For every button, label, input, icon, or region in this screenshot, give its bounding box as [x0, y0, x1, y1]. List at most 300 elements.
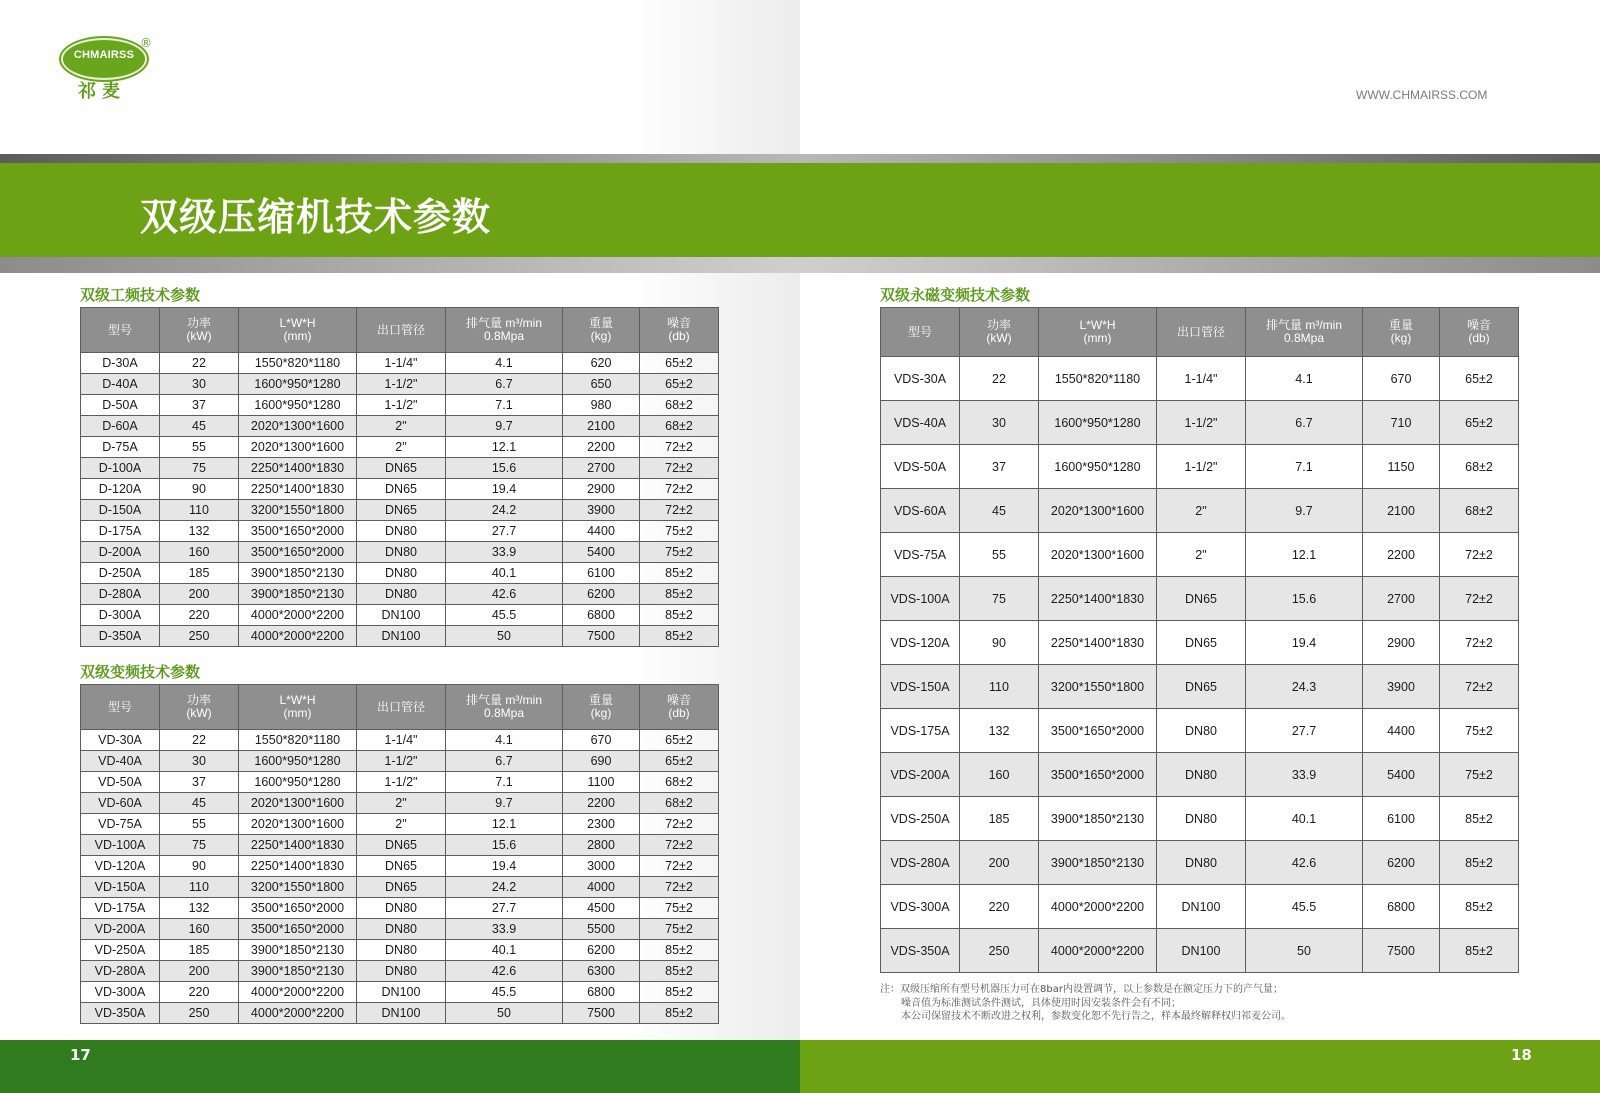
- table-cell: 40.1: [446, 563, 563, 584]
- table-cell: 710: [1363, 401, 1440, 445]
- table-cell: 90: [160, 479, 239, 500]
- table-cell: 185: [960, 797, 1039, 841]
- table-cell: D-30A: [81, 353, 160, 374]
- table-cell: 1550*820*1180: [1039, 357, 1157, 401]
- table-cell: 1-1/2": [357, 374, 446, 395]
- table-cell: VD-40A: [81, 751, 160, 772]
- table-cell: DN65: [1157, 621, 1246, 665]
- table-cell: 2250*1400*1830: [1039, 621, 1157, 665]
- table-cell: 1-1/2": [357, 772, 446, 793]
- table-row: [81, 814, 719, 835]
- table-cell: 37: [160, 395, 239, 416]
- table-cell: 110: [960, 665, 1039, 709]
- table-cell: VD-50A: [81, 772, 160, 793]
- table-cell: VDS-100A: [881, 577, 960, 621]
- table-cell: DN80: [357, 584, 446, 605]
- table-cell: 250: [160, 626, 239, 647]
- table-cell: D-60A: [81, 416, 160, 437]
- table-cell: 3000: [563, 856, 640, 877]
- table-cell: 132: [160, 898, 239, 919]
- table-cell: VD-280A: [81, 961, 160, 982]
- table-cell: 90: [960, 621, 1039, 665]
- table-cell: 2020*1300*1600: [239, 416, 357, 437]
- column-header: 重量 (kg): [563, 685, 640, 730]
- table-cell: 1600*950*1280: [1039, 445, 1157, 489]
- brand-logo: [58, 30, 158, 102]
- table-row: [81, 730, 719, 751]
- table-row: [81, 521, 719, 542]
- table-cell: VDS-75A: [881, 533, 960, 577]
- table-row: [81, 542, 719, 563]
- table-cell: 2200: [563, 793, 640, 814]
- table-cell: 68±2: [640, 793, 719, 814]
- table-cell: 1-1/4": [357, 730, 446, 751]
- table-row: [81, 416, 719, 437]
- table-cell: 22: [160, 353, 239, 374]
- table-cell: DN80: [1157, 753, 1246, 797]
- table-cell: 75: [160, 458, 239, 479]
- column-header: 出口管径: [357, 308, 446, 353]
- table-cell: 15.6: [1246, 577, 1363, 621]
- table-cell: 6.7: [446, 374, 563, 395]
- table-cell: 50: [446, 626, 563, 647]
- table-cell: 85±2: [640, 961, 719, 982]
- table-cell: DN80: [1157, 797, 1246, 841]
- table-cell: 85±2: [640, 940, 719, 961]
- table-cell: 42.6: [446, 961, 563, 982]
- table-cell: 3900*1850*2130: [1039, 797, 1157, 841]
- table-cell: DN65: [357, 856, 446, 877]
- table-cell: 2": [357, 437, 446, 458]
- table-cell: VDS-280A: [881, 841, 960, 885]
- table-cell: 27.7: [446, 898, 563, 919]
- table-cell: VD-250A: [81, 940, 160, 961]
- table-cell: 6200: [1363, 841, 1440, 885]
- column-header: 功率 (kW): [960, 308, 1039, 357]
- table-cell: DN80: [1157, 709, 1246, 753]
- table-cell: 4500: [563, 898, 640, 919]
- table-cell: 6200: [563, 584, 640, 605]
- table-row: [81, 563, 719, 584]
- table-cell: 45: [160, 793, 239, 814]
- table-cell: 9.7: [446, 416, 563, 437]
- table-cell: DN80: [357, 919, 446, 940]
- table-cell: 22: [960, 357, 1039, 401]
- table-cell: 33.9: [1246, 753, 1363, 797]
- table-cell: 3500*1650*2000: [1039, 753, 1157, 797]
- table-cell: 3900*1850*2130: [1039, 841, 1157, 885]
- column-header: L*W*H (mm): [239, 308, 357, 353]
- table-cell: 1-1/4": [1157, 357, 1246, 401]
- table-cell: 72±2: [1440, 621, 1519, 665]
- table-cell: 75±2: [640, 521, 719, 542]
- table-row: [81, 919, 719, 940]
- table-cell: 6800: [1363, 885, 1440, 929]
- table-cell: 12.1: [446, 814, 563, 835]
- table-cell: 1550*820*1180: [239, 353, 357, 374]
- table-cell: 160: [160, 542, 239, 563]
- table-cell: DN100: [357, 605, 446, 626]
- column-header: 功率 (kW): [160, 685, 239, 730]
- table-cell: 4000*2000*2200: [239, 626, 357, 647]
- table-cell: 15.6: [446, 458, 563, 479]
- spec-table-pm-vfd: [880, 307, 1519, 973]
- table-cell: 45: [960, 489, 1039, 533]
- table-cell: 7500: [563, 626, 640, 647]
- table-row: [881, 445, 1519, 489]
- table-cell: 4400: [563, 521, 640, 542]
- table-cell: 2900: [1363, 621, 1440, 665]
- table-cell: 68±2: [1440, 489, 1519, 533]
- table-cell: VD-75A: [81, 814, 160, 835]
- table-row: [881, 885, 1519, 929]
- table-cell: 132: [960, 709, 1039, 753]
- table-cell: 65±2: [640, 374, 719, 395]
- table-cell: 2100: [1363, 489, 1440, 533]
- table-cell: D-40A: [81, 374, 160, 395]
- table-cell: 72±2: [640, 500, 719, 521]
- table-row: [81, 353, 719, 374]
- table-cell: 6100: [1363, 797, 1440, 841]
- table-cell: 72±2: [640, 856, 719, 877]
- table-cell: 670: [1363, 357, 1440, 401]
- table-cell: D-100A: [81, 458, 160, 479]
- logo-text: CHMAIRSS: [73, 49, 135, 61]
- table-row: [81, 793, 719, 814]
- table-cell: VDS-60A: [881, 489, 960, 533]
- table-cell: 2020*1300*1600: [239, 793, 357, 814]
- table-cell: 1550*820*1180: [239, 730, 357, 751]
- table-cell: DN100: [1157, 885, 1246, 929]
- table-cell: 2700: [563, 458, 640, 479]
- table-cell: 75: [960, 577, 1039, 621]
- table-cell: 670: [563, 730, 640, 751]
- table-cell: 1600*950*1280: [239, 395, 357, 416]
- table-cell: 12.1: [1246, 533, 1363, 577]
- table-cell: 6300: [563, 961, 640, 982]
- table-row: [81, 395, 719, 416]
- footnote-line: 噪音值为标准测试条件测试，具体使用时因安装条件会有不同；: [901, 997, 1181, 1009]
- table-cell: DN80: [357, 563, 446, 584]
- page-number-right: 18: [1511, 1046, 1532, 1064]
- table-cell: DN80: [357, 521, 446, 542]
- table-cell: 72±2: [1440, 533, 1519, 577]
- table-cell: VD-100A: [81, 835, 160, 856]
- column-header: 型号: [881, 308, 960, 357]
- table-cell: 250: [160, 1003, 239, 1024]
- table-cell: 85±2: [1440, 841, 1519, 885]
- table-cell: 250: [960, 929, 1039, 973]
- column-header: 型号: [81, 308, 160, 353]
- table-row: [81, 982, 719, 1003]
- table-cell: 3900*1850*2130: [239, 584, 357, 605]
- spec-table-fixed-speed: [80, 307, 719, 647]
- table-cell: 37: [960, 445, 1039, 489]
- table-row: [881, 709, 1519, 753]
- table-cell: 27.7: [1246, 709, 1363, 753]
- table-row: [81, 500, 719, 521]
- table-cell: 2250*1400*1830: [239, 479, 357, 500]
- table-cell: 980: [563, 395, 640, 416]
- table-cell: 19.4: [446, 479, 563, 500]
- table-cell: D-175A: [81, 521, 160, 542]
- table-cell: 5400: [1363, 753, 1440, 797]
- table-cell: 68±2: [640, 416, 719, 437]
- table-cell: 85±2: [640, 626, 719, 647]
- column-header: 噪音 (db): [640, 685, 719, 730]
- footnote-line: 注：双级压缩所有型号机器压力可在8bar内设置调节，以上参数是在额定压力下的产气量；: [880, 984, 1283, 995]
- table-cell: DN100: [357, 626, 446, 647]
- table-header-row: [81, 308, 719, 353]
- table-cell: 75±2: [1440, 753, 1519, 797]
- table-cell: VDS-350A: [881, 929, 960, 973]
- table-cell: D-200A: [81, 542, 160, 563]
- table-cell: 33.9: [446, 919, 563, 940]
- table-cell: 45: [160, 416, 239, 437]
- table-cell: 650: [563, 374, 640, 395]
- table-cell: 6200: [563, 940, 640, 961]
- header-gray-stripe-bottom: [0, 257, 1600, 273]
- table-cell: VDS-30A: [881, 357, 960, 401]
- column-header: 排气量 m³/min 0.8Mpa: [446, 685, 563, 730]
- table-cell: 85±2: [640, 563, 719, 584]
- table-cell: 2020*1300*1600: [1039, 489, 1157, 533]
- table-cell: 3900: [563, 500, 640, 521]
- table-cell: 1-1/2": [1157, 401, 1246, 445]
- table-row: [881, 621, 1519, 665]
- table-cell: 72±2: [640, 437, 719, 458]
- table-cell: VD-175A: [81, 898, 160, 919]
- table-cell: 65±2: [640, 751, 719, 772]
- table-cell: 3900*1850*2130: [239, 961, 357, 982]
- table-row: [81, 1003, 719, 1024]
- table-row: [81, 772, 719, 793]
- column-header: 噪音 (db): [640, 308, 719, 353]
- column-header: L*W*H (mm): [239, 685, 357, 730]
- table-cell: 200: [160, 961, 239, 982]
- table-cell: VDS-50A: [881, 445, 960, 489]
- table-cell: 1600*950*1280: [239, 374, 357, 395]
- table-cell: VDS-150A: [881, 665, 960, 709]
- section-title-fixed-speed: 双级工频技术参数: [80, 286, 201, 304]
- column-header: 噪音 (db): [1440, 308, 1519, 357]
- table-cell: DN100: [357, 982, 446, 1003]
- table-cell: 1-1/2": [1157, 445, 1246, 489]
- table-cell: 65±2: [640, 730, 719, 751]
- table-cell: 2700: [1363, 577, 1440, 621]
- table-cell: VD-200A: [81, 919, 160, 940]
- table-cell: 2200: [563, 437, 640, 458]
- table-cell: 3200*1550*1800: [239, 500, 357, 521]
- table-cell: 160: [960, 753, 1039, 797]
- table-cell: 40.1: [1246, 797, 1363, 841]
- table-cell: DN80: [357, 542, 446, 563]
- column-header: 功率 (kW): [160, 308, 239, 353]
- table-cell: 7.1: [446, 772, 563, 793]
- table-cell: 4000*2000*2200: [239, 982, 357, 1003]
- table-cell: 2": [357, 814, 446, 835]
- table-row: [81, 961, 719, 982]
- table-cell: 1600*950*1280: [239, 751, 357, 772]
- table-cell: 2250*1400*1830: [239, 856, 357, 877]
- table-row: [881, 401, 1519, 445]
- table-cell: 50: [446, 1003, 563, 1024]
- table-cell: 2250*1400*1830: [239, 458, 357, 479]
- table-cell: 9.7: [1246, 489, 1363, 533]
- table-cell: 72±2: [640, 814, 719, 835]
- table-cell: VD-150A: [81, 877, 160, 898]
- column-header: L*W*H (mm): [1039, 308, 1157, 357]
- table-cell: 1150: [1363, 445, 1440, 489]
- section-title-pm-vfd: 双级永磁变频技术参数: [880, 286, 1031, 304]
- table-cell: 1-1/4": [357, 353, 446, 374]
- footnote: [880, 983, 1291, 1024]
- footer-right-band: [800, 1040, 1600, 1093]
- table-cell: 68±2: [640, 395, 719, 416]
- table-cell: 45.5: [446, 982, 563, 1003]
- table-cell: 4000*2000*2200: [1039, 929, 1157, 973]
- table-cell: 85±2: [1440, 929, 1519, 973]
- table-row: [81, 626, 719, 647]
- table-cell: 2020*1300*1600: [239, 814, 357, 835]
- table-cell: 50: [1246, 929, 1363, 973]
- table-cell: 3900*1850*2130: [239, 563, 357, 584]
- table-cell: 3200*1550*1800: [1039, 665, 1157, 709]
- table-cell: 200: [160, 584, 239, 605]
- table-cell: 3900: [1363, 665, 1440, 709]
- table-cell: VD-300A: [81, 982, 160, 1003]
- table-cell: DN80: [357, 898, 446, 919]
- table-cell: 72±2: [640, 458, 719, 479]
- table-cell: VDS-175A: [881, 709, 960, 753]
- header-gray-stripe-top: [0, 154, 1600, 163]
- table-cell: D-150A: [81, 500, 160, 521]
- table-cell: DN80: [357, 961, 446, 982]
- table-cell: 2": [357, 793, 446, 814]
- table-cell: 620: [563, 353, 640, 374]
- table-cell: 4400: [1363, 709, 1440, 753]
- table-cell: DN100: [1157, 929, 1246, 973]
- table-cell: 75: [160, 835, 239, 856]
- table-row: [81, 437, 719, 458]
- table-cell: 2250*1400*1830: [239, 835, 357, 856]
- table-cell: 2300: [563, 814, 640, 835]
- table-cell: 4.1: [446, 353, 563, 374]
- table-cell: 1100: [563, 772, 640, 793]
- table-cell: 33.9: [446, 542, 563, 563]
- table-cell: 65±2: [1440, 357, 1519, 401]
- table-cell: 1-1/2": [357, 395, 446, 416]
- table-cell: VDS-200A: [881, 753, 960, 797]
- table-row: [81, 374, 719, 395]
- table-cell: 2020*1300*1600: [239, 437, 357, 458]
- table-cell: 4000*2000*2200: [1039, 885, 1157, 929]
- table-cell: 2100: [563, 416, 640, 437]
- table-cell: 45.5: [446, 605, 563, 626]
- table-cell: 72±2: [1440, 665, 1519, 709]
- table-cell: 40.1: [446, 940, 563, 961]
- table-cell: 30: [160, 374, 239, 395]
- table-cell: VDS-250A: [881, 797, 960, 841]
- table-cell: D-300A: [81, 605, 160, 626]
- table-cell: 185: [160, 940, 239, 961]
- table-cell: 75±2: [640, 919, 719, 940]
- table-cell: 55: [960, 533, 1039, 577]
- table-cell: 24.2: [446, 877, 563, 898]
- table-cell: 30: [960, 401, 1039, 445]
- table-cell: 9.7: [446, 793, 563, 814]
- table-cell: 22: [160, 730, 239, 751]
- table-cell: DN65: [357, 500, 446, 521]
- table-cell: 75±2: [1440, 709, 1519, 753]
- table-cell: 85±2: [640, 1003, 719, 1024]
- table-cell: 6.7: [1246, 401, 1363, 445]
- table-cell: 2": [1157, 533, 1246, 577]
- table-cell: 27.7: [446, 521, 563, 542]
- table-cell: 185: [160, 563, 239, 584]
- table-cell: 19.4: [1246, 621, 1363, 665]
- page-number-left: 17: [70, 1046, 91, 1064]
- table-cell: DN65: [357, 458, 446, 479]
- registered-mark: ®: [140, 36, 152, 50]
- table-cell: 3500*1650*2000: [1039, 709, 1157, 753]
- table-cell: 3900*1850*2130: [239, 940, 357, 961]
- column-header: 出口管径: [1157, 308, 1246, 357]
- table-row: [881, 929, 1519, 973]
- table-cell: 85±2: [640, 982, 719, 1003]
- table-cell: DN65: [357, 835, 446, 856]
- table-row: [881, 665, 1519, 709]
- table-cell: 2800: [563, 835, 640, 856]
- table-cell: 7500: [563, 1003, 640, 1024]
- table-cell: 42.6: [446, 584, 563, 605]
- table-cell: 4000*2000*2200: [239, 1003, 357, 1024]
- table-cell: 65±2: [1440, 401, 1519, 445]
- table-cell: 45.5: [1246, 885, 1363, 929]
- table-row: [881, 753, 1519, 797]
- column-header: 重量 (kg): [1363, 308, 1440, 357]
- footer-left-band: [0, 1040, 800, 1093]
- table-cell: 85±2: [1440, 885, 1519, 929]
- table-cell: VD-60A: [81, 793, 160, 814]
- table-cell: 220: [960, 885, 1039, 929]
- table-cell: 220: [160, 982, 239, 1003]
- table-row: [881, 797, 1519, 841]
- table-cell: 1600*950*1280: [1039, 401, 1157, 445]
- table-cell: 19.4: [446, 856, 563, 877]
- logo-chinese-name: 祁麦: [78, 81, 126, 102]
- table-cell: 2900: [563, 479, 640, 500]
- column-header: 排气量 m³/min 0.8Mpa: [446, 308, 563, 353]
- table-row: [881, 357, 1519, 401]
- table-row: [81, 458, 719, 479]
- footnote-line: 本公司保留技术不断改进之权利，参数变化恕不先行告之，样本最终解释权归祁麦公司。: [901, 1011, 1291, 1022]
- table-cell: 7.1: [446, 395, 563, 416]
- table-cell: 4000: [563, 877, 640, 898]
- table-cell: DN65: [357, 479, 446, 500]
- page-title: 双级压缩机技术参数: [140, 195, 492, 239]
- table-cell: 72±2: [640, 479, 719, 500]
- table-cell: 6800: [563, 605, 640, 626]
- table-cell: 3500*1650*2000: [239, 542, 357, 563]
- table-cell: 2020*1300*1600: [1039, 533, 1157, 577]
- table-cell: 85±2: [640, 584, 719, 605]
- table-cell: VDS-120A: [881, 621, 960, 665]
- table-cell: 68±2: [1440, 445, 1519, 489]
- table-cell: 690: [563, 751, 640, 772]
- table-cell: DN65: [1157, 577, 1246, 621]
- table-cell: VD-350A: [81, 1003, 160, 1024]
